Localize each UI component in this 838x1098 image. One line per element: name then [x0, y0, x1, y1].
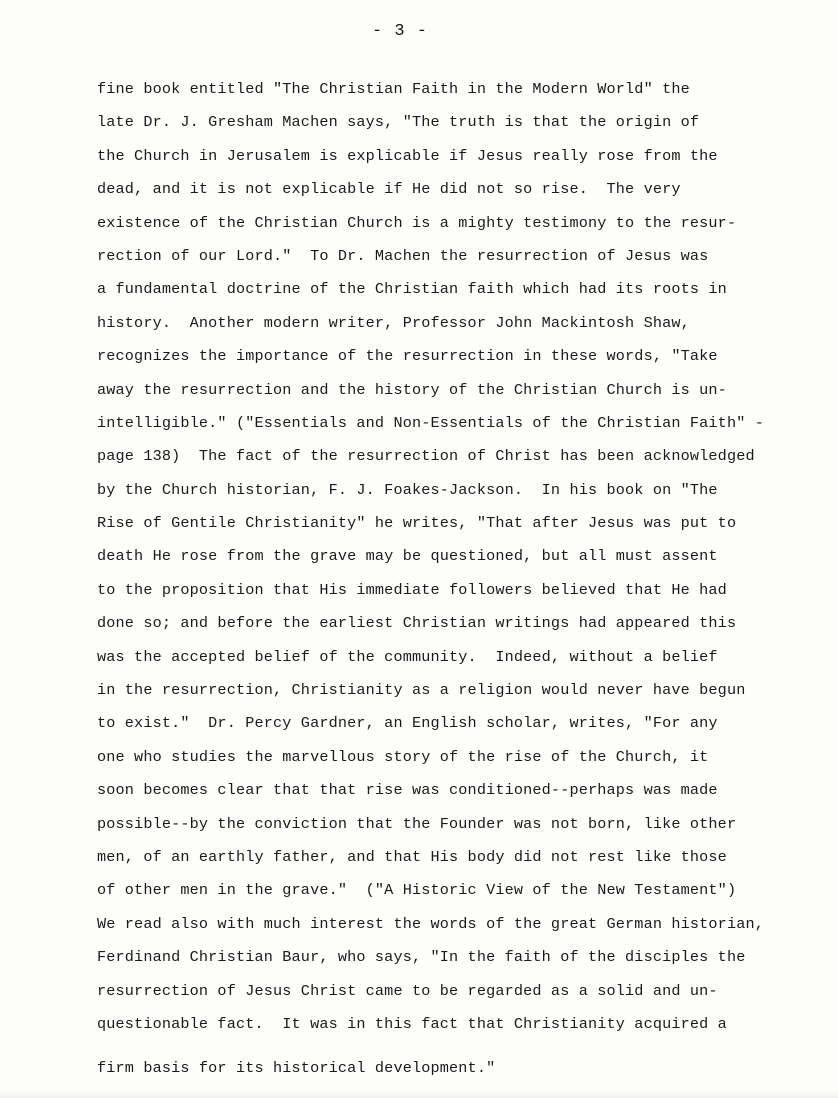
- text-line-3: the Church in Jerusalem is explicable if Jesus really rose from the: [97, 146, 718, 165]
- text-line-25: of other men in the grave." ("A Historic View of the New Testament"): [97, 881, 737, 900]
- text-line-2: late Dr. J. Gresham Machen says, "The truth is that the origin of: [97, 113, 700, 132]
- text-line-24: men, of an earthly father, and that His body did not rest like those: [97, 847, 727, 866]
- text-line-28: resurrection of Jesus Christ came to be regarded as a solid and un-: [97, 981, 718, 1000]
- page-number: - 3 -: [371, 22, 428, 41]
- text-line-8: history. Another modern writer, Professor John Mackintosh Shaw,: [97, 313, 690, 332]
- text-line-16: to the proposition that His immediate followers believed that He had: [97, 580, 727, 599]
- text-line-18: was the accepted belief of the community. Indeed, without a belief: [97, 647, 718, 666]
- text-line-15: death He rose from the grave may be questioned, but all must assent: [97, 547, 718, 566]
- text-line-7: a fundamental doctrine of the Christian faith which had its roots in: [97, 280, 727, 299]
- text-line-22: soon becomes clear that that rise was conditioned--perhaps was made: [97, 781, 718, 800]
- text-line-11: intelligible." ("Essentials and Non-Essentials of the Christian Faith" -: [97, 413, 765, 432]
- typewritten-body: [97, 73, 837, 1086]
- text-line-14: Rise of Gentile Christianity" he writes, "That after Jesus was put to: [97, 514, 737, 533]
- text-line-27: Ferdinand Christian Baur, who says, "In the faith of the disciples the: [97, 948, 746, 967]
- text-line-13: by the Church historian, F. J. Foakes-Jackson. In his book on "The: [97, 480, 718, 499]
- text-line-6: rection of our Lord." To Dr. Machen the resurrection of Jesus was: [97, 246, 709, 265]
- text-line-10: away the resurrection and the history of the Christian Church is un-: [97, 380, 727, 399]
- text-line-23: possible--by the conviction that the Founder was not born, like other: [97, 814, 737, 833]
- text-line-5: existence of the Christian Church is a mighty testimony to the resur-: [97, 213, 737, 232]
- text-line-30: firm basis for its historical development.": [97, 1059, 496, 1078]
- text-line-9: recognizes the importance of the resurrection in these words, "Take: [97, 347, 718, 366]
- text-line-21: one who studies the marvellous story of the rise of the Church, it: [97, 747, 709, 766]
- text-line-17: done so; and before the earliest Christian writings had appeared this: [97, 614, 737, 633]
- text-line-12: page 138) The fact of the resurrection of Christ has been acknowledged: [97, 447, 755, 466]
- text-line-20: to exist." Dr. Percy Gardner, an English scholar, writes, "For any: [97, 714, 718, 733]
- text-line-4: dead, and it is not explicable if He did not so rise. The very: [97, 180, 681, 199]
- text-line-29: questionable fact. It was in this fact that Christianity acquired a: [97, 1014, 727, 1033]
- text-line-1: fine book entitled "The Christian Faith in the Modern World" the: [97, 80, 690, 98]
- text-line-26: We read also with much interest the words of the great German historian,: [97, 914, 765, 933]
- paper-edge-shadow: [0, 1090, 838, 1098]
- text-line-19: in the resurrection, Christianity as a religion would never have begun: [97, 681, 746, 700]
